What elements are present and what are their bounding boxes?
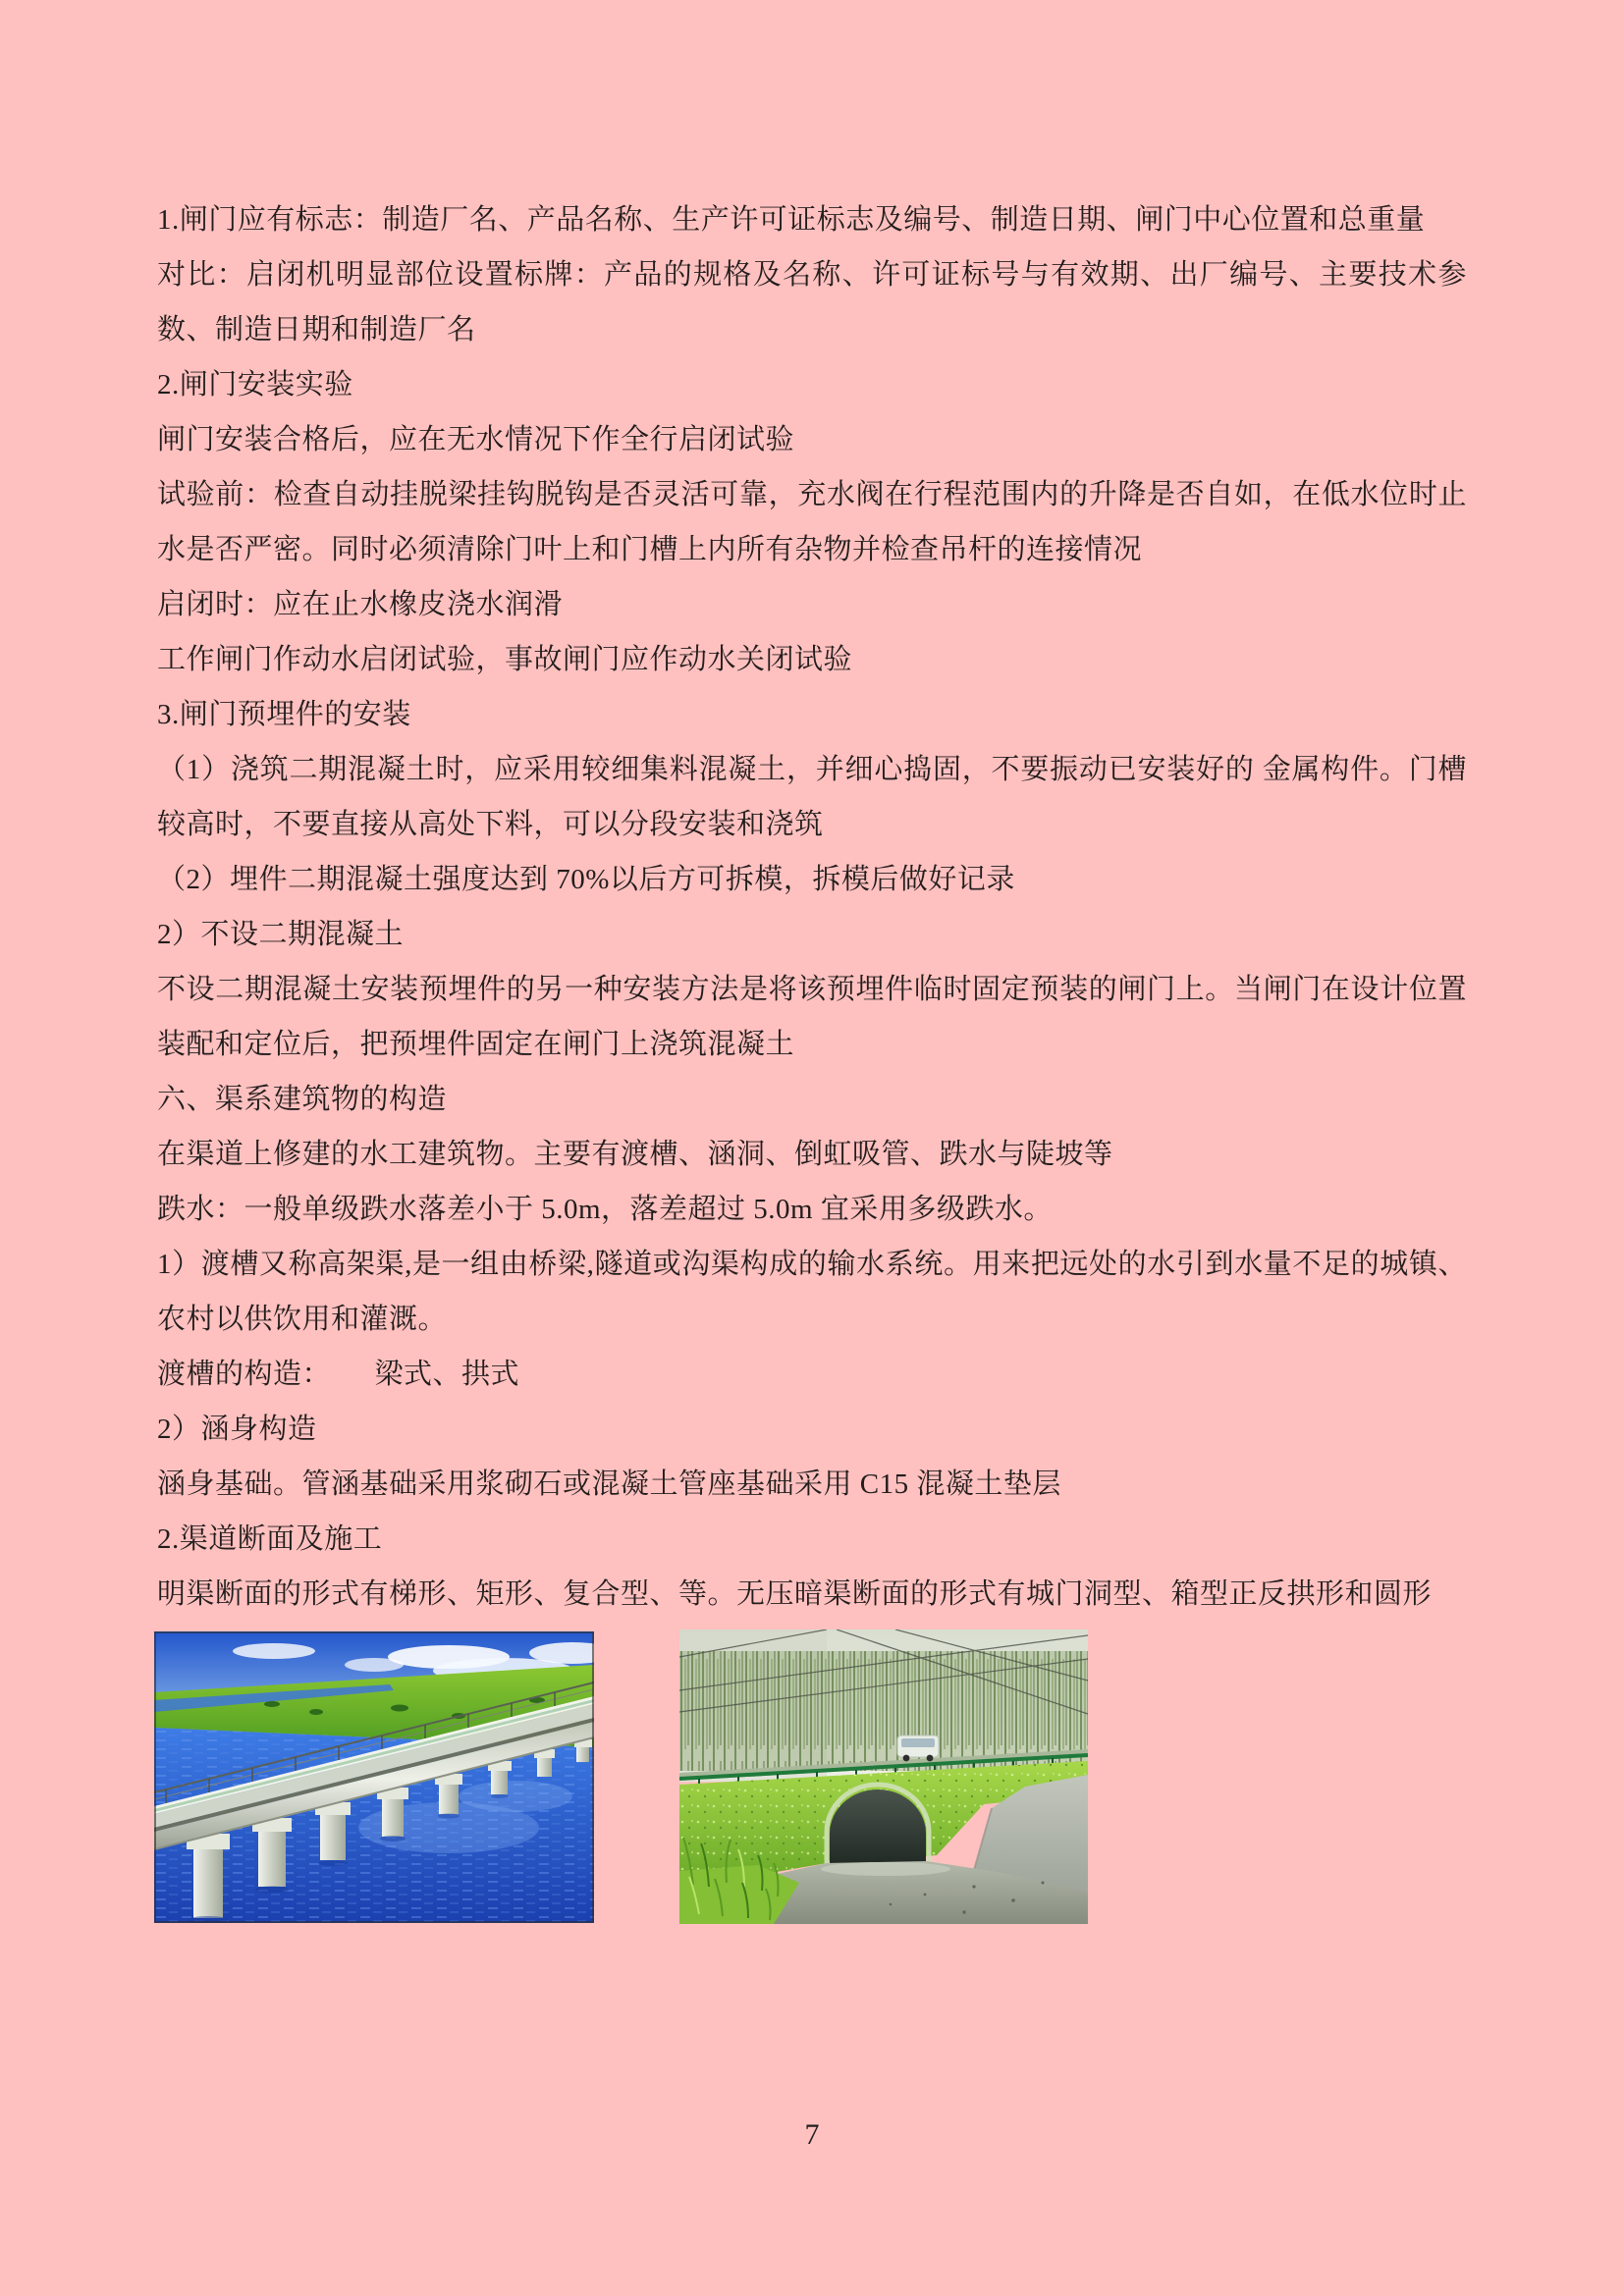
culvert-photo [679, 1629, 1088, 1924]
paragraph: 对比：启闭机明显部位设置标牌：产品的规格及名称、许可证标号与有效期、出厂编号、主要技术参数、制造日期和制造厂名 [157, 259, 1467, 346]
paragraph: 在渠道上修建的水工建筑物。主要有渡槽、涵洞、倒虹吸管、跌水与陡坡等 [157, 1139, 1113, 1170]
page-number: 7 [804, 2118, 820, 2151]
paragraph: 2.闸门安装实验 [157, 369, 353, 400]
paragraph: 跌水：一般单级跌水落差小于 5.0m，落差超过 5.0m 宜采用多级跌水。 [157, 1194, 1053, 1225]
paragraph: 不设二期混凝土安装预埋件的另一种安装方法是将该预埋件临时固定预装的闸门上。当闸门在设计位置装配和定位后，把预埋件固定在闸门上浇筑混凝土 [157, 974, 1467, 1060]
van [897, 1735, 939, 1761]
paragraph: 工作闸门作动水启闭试验，事故闸门应作动水关闭试验 [157, 644, 853, 675]
paragraph: 六、渠系建筑物的构造 [157, 1084, 448, 1115]
text-content [157, 192, 1467, 1622]
paragraph: 2）涵身构造 [157, 1414, 317, 1445]
paragraph: （1）浇筑二期混凝土时，应采用较细集料混凝土，并细心捣固，不要振动已安装好的 金属构件。门槽较高时，不要直接从高处下料，可以分段安装和浇筑 [157, 754, 1467, 840]
paragraph: 试验前：检查自动挂脱梁挂钩脱钩是否灵活可靠，充水阀在行程范围内的升降是否自如，在低水位时止水是否严密。同时必须清除门叶上和门槽上内所有杂物并检查吊杆的连接情况 [157, 479, 1467, 565]
paragraph: 1.闸门应有标志：制造厂名、产品名称、生产许可证标志及编号、制造日期、闸门中心位置和总重量 [157, 204, 1426, 236]
paragraph: 启闭时：应在止水橡皮浇水润滑 [157, 589, 564, 620]
paragraph: 涵身基础。管涵基础采用浆砌石或混凝土管座基础采用 C15 混凝土垫层 [157, 1468, 1061, 1500]
photo-row [154, 1629, 1470, 1926]
paragraph: （2）埋件二期混凝土强度达到 70%以后方可拆模，拆模后做好记录 [157, 864, 1015, 895]
paragraph: 2）不设二期混凝土 [157, 919, 405, 950]
paragraph: 闸门安装合格后，应在无水情况下作全行启闭试验 [157, 424, 795, 455]
paragraph: 2.渠道断面及施工 [157, 1523, 383, 1555]
aqueduct-photo [154, 1631, 594, 1923]
paragraph: 3.闸门预埋件的安装 [157, 699, 411, 730]
paragraph: 明渠断面的形式有梯形、矩形、复合型、等。无压暗渠断面的形式有城门洞型、箱型正反拱形和圆形 [157, 1578, 1433, 1610]
paragraph: 1）渡槽又称高架渠,是一组由桥梁,隧道或沟渠构成的输水系统。用来把远处的水引到水量不足的城镇、农村以供饮用和灌溉。 [157, 1249, 1467, 1335]
paragraph: 渡槽的构造： 梁式、拱式 [157, 1359, 520, 1390]
